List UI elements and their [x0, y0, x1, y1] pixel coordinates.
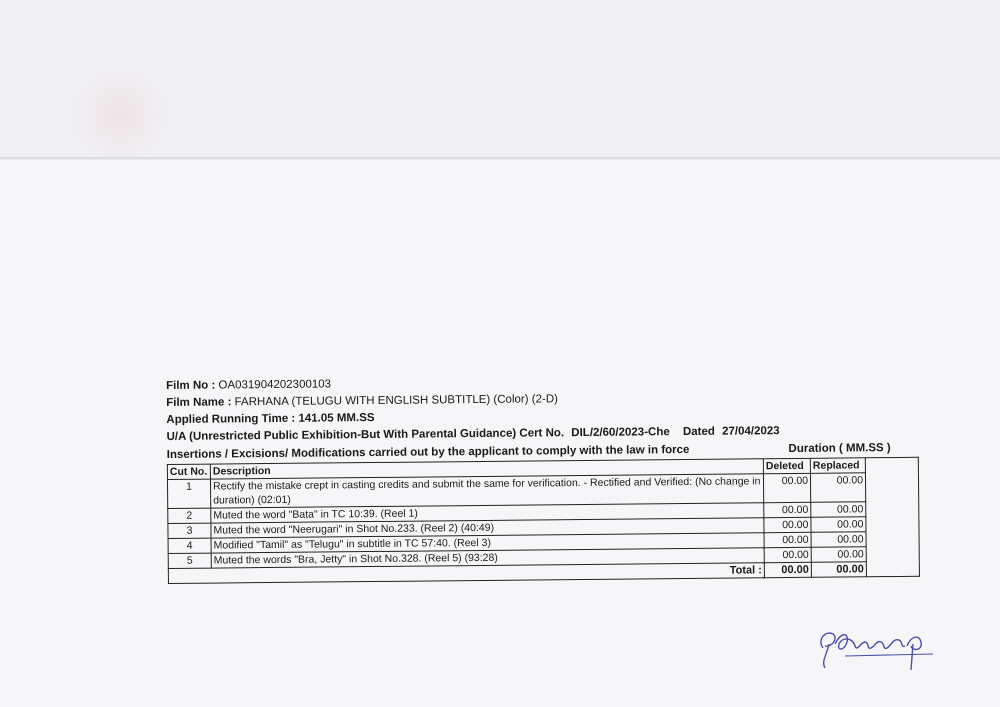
row-deleted: 00.00 — [764, 532, 811, 547]
header-description: Description — [210, 459, 763, 479]
row-spacer — [865, 472, 918, 502]
row-cut-no: 4 — [168, 538, 211, 553]
signature-mark — [815, 618, 940, 678]
certificate-details — [166, 371, 928, 584]
row-cut-no: 5 — [168, 553, 211, 568]
row-spacer — [866, 516, 919, 532]
running-time-value: 141.05 MM.SS — [298, 412, 375, 425]
faint-stamp-mark — [60, 70, 180, 160]
total-deleted: 00.00 — [764, 562, 811, 577]
total-spacer — [866, 561, 919, 577]
cuts-table — [167, 457, 920, 584]
row-cut-no: 2 — [168, 508, 211, 523]
row-replaced: 00.00 — [810, 473, 865, 503]
row-cut-no: 3 — [168, 523, 211, 538]
header-spacer — [865, 457, 918, 473]
row-description: Modified "Tamil" as "Telugu" in subtitle in TC 57:40. (Reel 3) — [211, 533, 764, 553]
row-replaced: 00.00 — [811, 517, 866, 533]
certificate-text: U/A (Unrestricted Public Exhibition-But With Parental Guidance) Cert No. — [166, 427, 565, 443]
row-deleted: 00.00 — [764, 547, 811, 562]
row-replaced: 00.00 — [811, 502, 866, 518]
dated-value: 27/04/2023 — [722, 425, 780, 438]
row-description: Muted the word "Bata" in TC 10:39. (Reel 1) — [211, 503, 764, 523]
row-deleted: 00.00 — [764, 517, 811, 532]
row-replaced: 00.00 — [811, 547, 866, 563]
film-name-value: FARHANA (TELUGU WITH ENGLISH SUBTITLE) (Color) (2-D) — [234, 393, 558, 409]
duration-heading: Duration ( MM.SS ) — [788, 442, 891, 456]
row-deleted: 00.00 — [763, 473, 810, 502]
row-spacer — [866, 501, 919, 517]
row-spacer — [866, 531, 919, 547]
row-description: Muted the words "Bra, Jetty" in Shot No.328. (Reel 5) (93:28) — [211, 548, 764, 568]
header-deleted: Deleted — [763, 458, 810, 473]
row-description: Rectify the mistake crept in casting credits and submit the same for verification. - Rectified and Verified: (No change in duration) (02:01) — [210, 474, 763, 508]
dated-label: Dated — [682, 425, 715, 439]
paper-fold-line — [0, 157, 1000, 160]
film-name-label: Film Name : — [166, 396, 232, 409]
total-label: Total : — [168, 563, 764, 584]
row-cut-no: 1 — [167, 479, 210, 508]
row-deleted: 00.00 — [764, 502, 811, 517]
row-replaced: 00.00 — [811, 532, 866, 548]
header-replaced: Replaced — [810, 458, 865, 474]
row-description: Muted the word "Neerugari" in Shot No.233. (Reel 2) (40:49) — [211, 518, 764, 538]
film-no-label: Film No : — [166, 379, 216, 392]
running-time-label: Applied Running Time : — [166, 412, 296, 426]
row-spacer — [866, 546, 919, 562]
total-replaced: 00.00 — [811, 562, 866, 578]
insertions-heading: Insertions / Excisions/ Modifications carried out by the applicant to comply with the law in force — [166, 443, 690, 461]
film-no-value: OA031904202300103 — [218, 378, 332, 392]
header-cut-no: Cut No. — [167, 464, 210, 479]
cert-no-value: DIL/2/60/2023-Che — [571, 426, 670, 440]
